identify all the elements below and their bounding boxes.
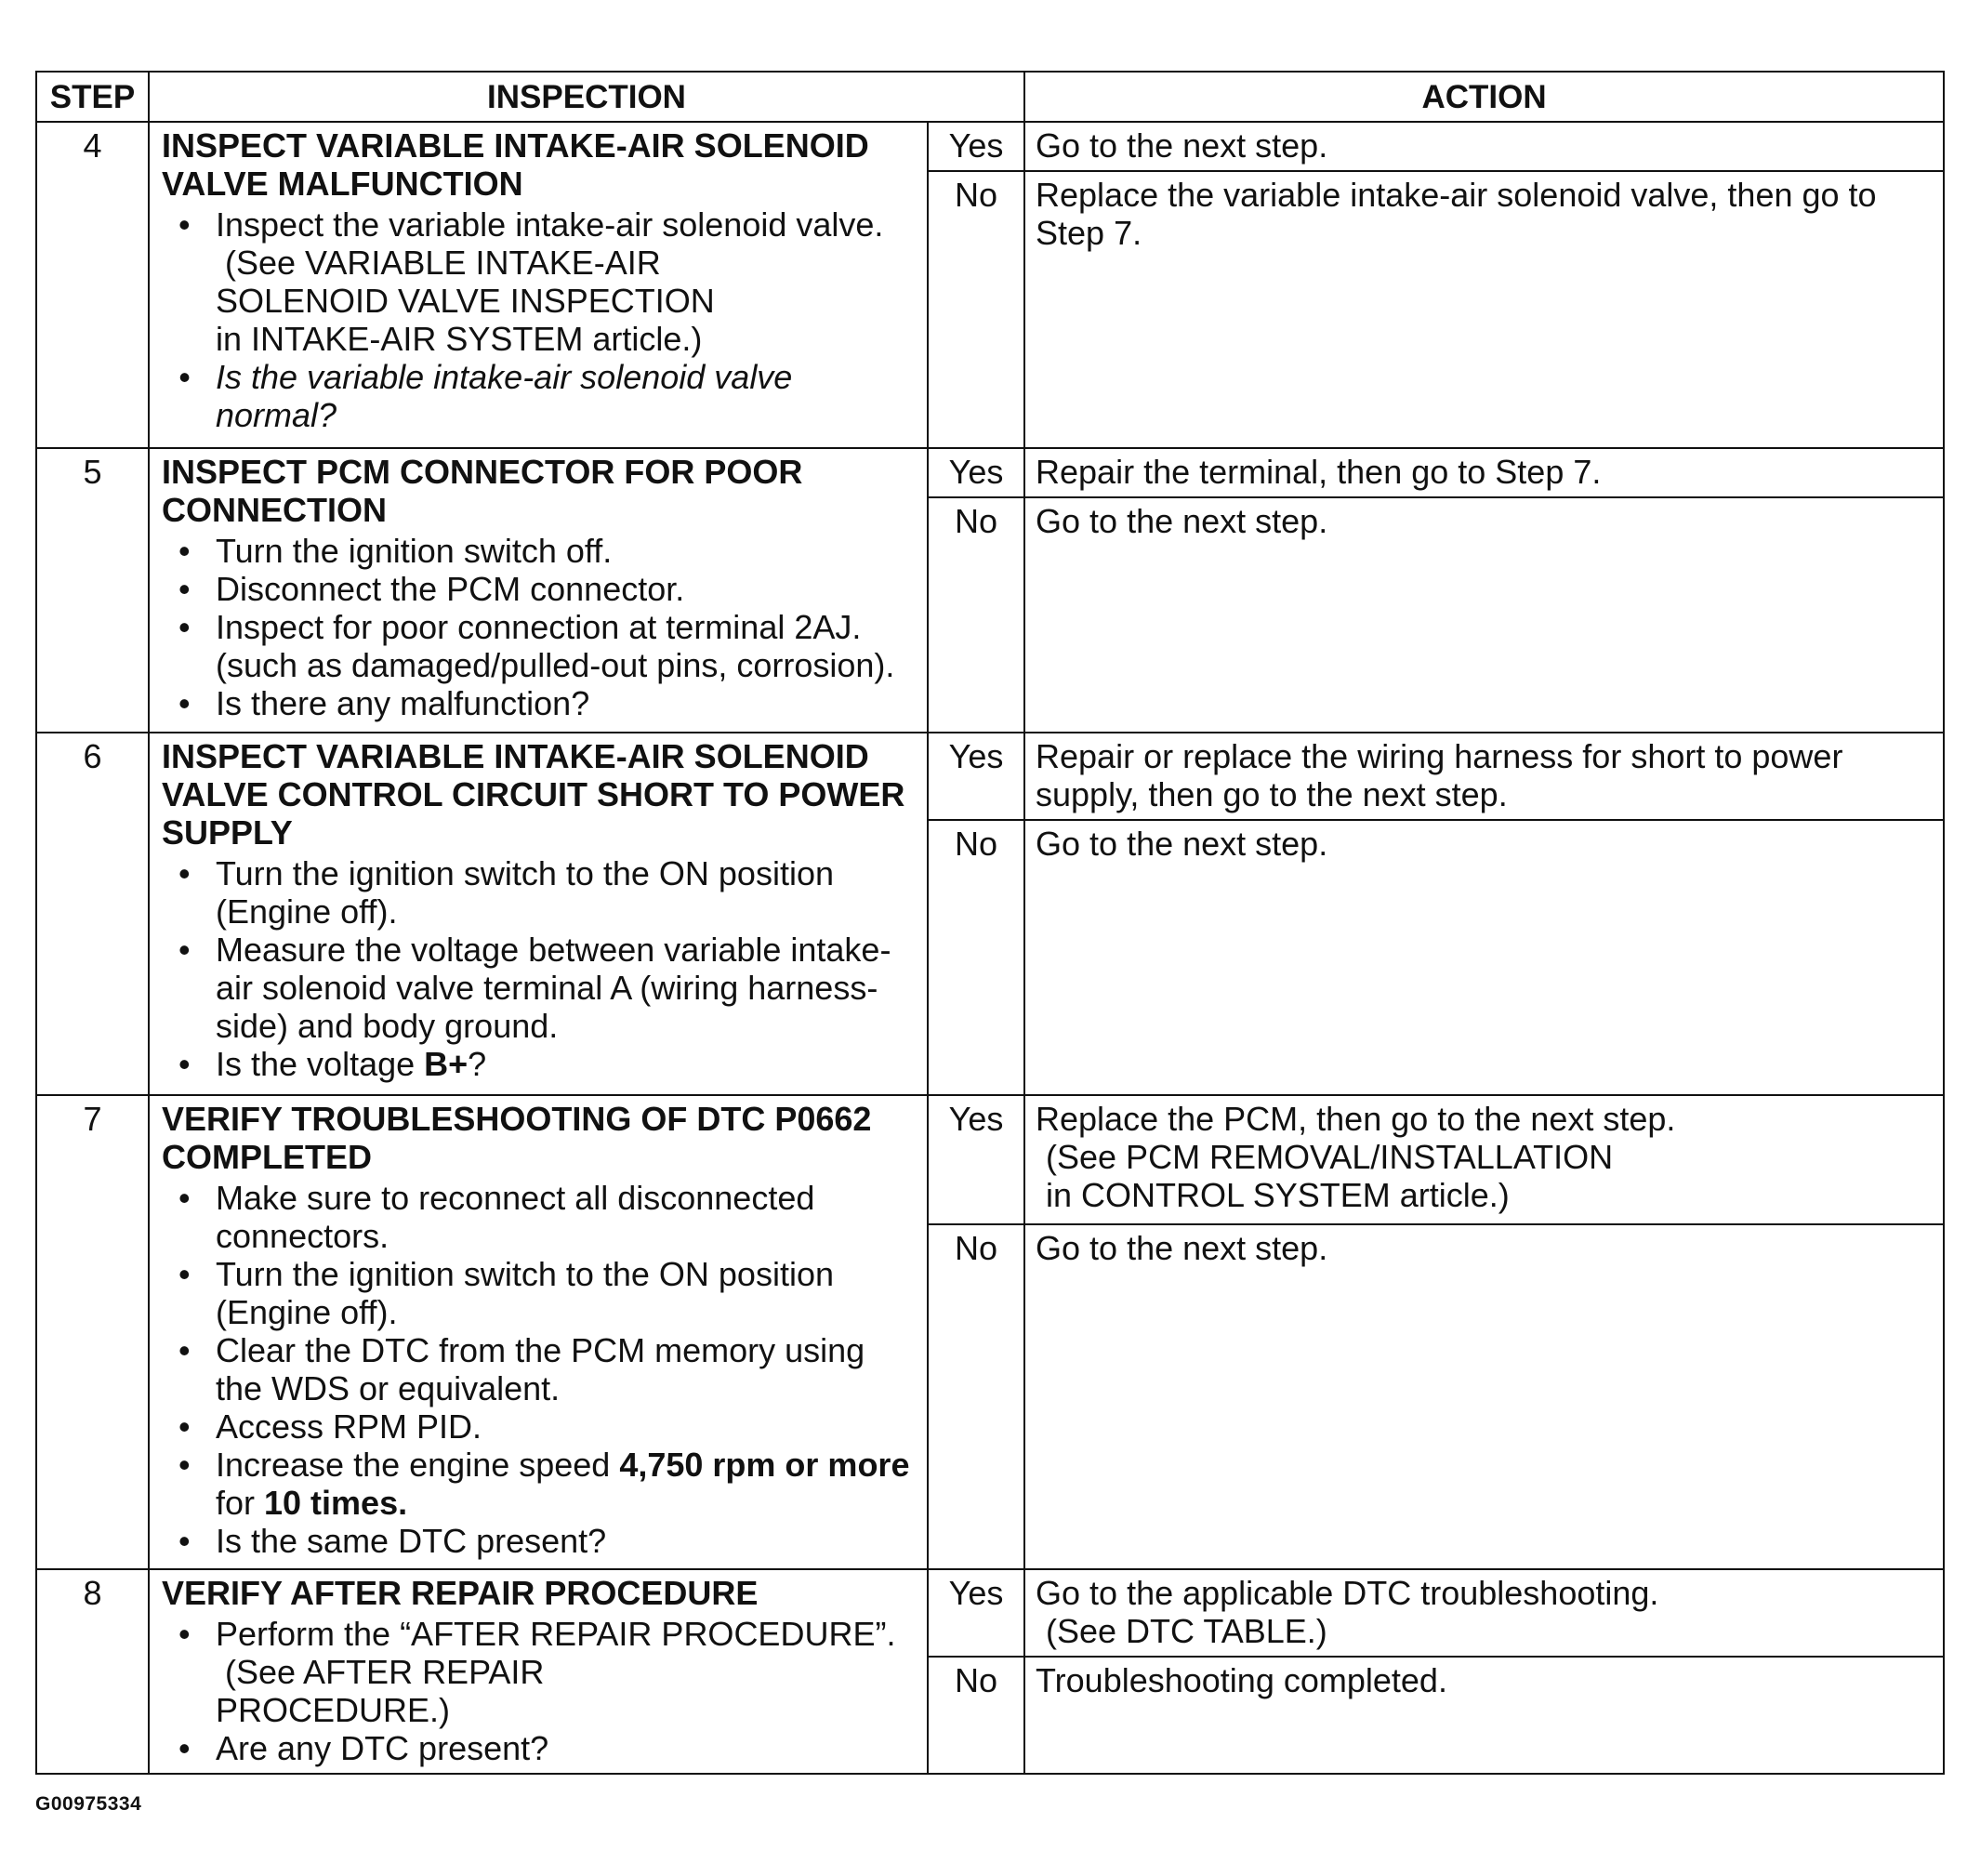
inspection-title: INSPECT PCM CONNECTOR FOR POOR CONNECTION bbox=[162, 452, 803, 529]
table-row bbox=[36, 1569, 1944, 1657]
bullet-text: SOLENOID VALVE INSPECTION bbox=[216, 282, 715, 321]
table-row bbox=[36, 1095, 1944, 1224]
yes-label: Yes bbox=[928, 1095, 1024, 1224]
list-item: • Inspect for poor connection at terminal 2AJ. (such as damaged/pulled-out pins, corrosion). bbox=[216, 608, 916, 684]
inspection-cell bbox=[149, 1095, 928, 1569]
list-item: • Is there any malfunction? bbox=[216, 684, 916, 722]
list-item: • Make sure to reconnect all disconnected connectors. bbox=[216, 1179, 916, 1255]
action-header: ACTION bbox=[1024, 72, 1944, 122]
bullet-bold: B+ bbox=[424, 1045, 469, 1084]
action-text: in CONTROL SYSTEM article.) bbox=[1046, 1175, 1510, 1214]
inspection-cell bbox=[149, 448, 928, 733]
figure-code: G00975334 bbox=[35, 1793, 142, 1815]
action-text: Replace the PCM, then go to the next step. bbox=[1036, 1099, 1676, 1138]
no-action: Replace the variable intake-air solenoid valve, then go to Step 7. bbox=[1024, 171, 1944, 447]
yes-label: Yes bbox=[928, 733, 1024, 820]
list-item: • Disconnect the PCM connector. bbox=[216, 570, 916, 608]
list-item bbox=[216, 1045, 916, 1083]
list-item bbox=[216, 1615, 916, 1729]
bullet-text: Increase the engine speed bbox=[216, 1445, 620, 1484]
action-text: Go to the applicable DTC troubleshooting. bbox=[1036, 1573, 1659, 1612]
list-item: • Is the variable intake-air solenoid valve normal? bbox=[216, 358, 916, 434]
inspection-list bbox=[162, 1615, 916, 1767]
bullet-text: Inspect the variable intake-air solenoid valve. bbox=[216, 205, 884, 244]
yes-action bbox=[1024, 1095, 1944, 1224]
no-action: Go to the next step. bbox=[1024, 497, 1944, 733]
inspection-header: INSPECTION bbox=[149, 72, 1024, 122]
no-label: No bbox=[928, 497, 1024, 733]
bullet-text: Is the voltage bbox=[216, 1045, 425, 1084]
no-label: No bbox=[928, 820, 1024, 1094]
bullet-text: (See AFTER REPAIR bbox=[225, 1652, 545, 1691]
bullet-text: in INTAKE-AIR SYSTEM article.) bbox=[216, 320, 703, 359]
no-label: No bbox=[928, 1224, 1024, 1569]
list-item: • Turn the ignition switch off. bbox=[216, 532, 916, 570]
bullet-bold: 4,750 rpm or more bbox=[619, 1445, 910, 1484]
yes-action: Repair the terminal, then go to Step 7. bbox=[1024, 448, 1944, 497]
no-action: Troubleshooting completed. bbox=[1024, 1657, 1944, 1774]
inspection-list bbox=[162, 532, 916, 722]
table-row bbox=[36, 122, 1944, 171]
bullet-bold: 10 times. bbox=[264, 1483, 408, 1522]
inspection-title: INSPECT VARIABLE INTAKE-AIR SOLENOID VALVE MALFUNCTION bbox=[162, 126, 869, 204]
bullet-text: for bbox=[216, 1483, 265, 1522]
yes-label: Yes bbox=[928, 448, 1024, 497]
action-text: (See DTC TABLE.) bbox=[1046, 1611, 1327, 1650]
table-row bbox=[36, 733, 1944, 820]
yes-label: Yes bbox=[928, 122, 1024, 171]
list-item: • Access RPM PID. bbox=[216, 1407, 916, 1446]
list-item: • Are any DTC present? bbox=[216, 1729, 916, 1767]
inspection-list bbox=[162, 1179, 916, 1560]
step-number: 7 bbox=[36, 1095, 149, 1569]
inspection-cell bbox=[149, 733, 928, 1095]
list-item: • Clear the DTC from the PCM memory using the WDS or equivalent. bbox=[216, 1331, 916, 1407]
list-item: • Measure the voltage between variable intake-air solenoid valve terminal A (wiring harness-side) and body ground. bbox=[216, 931, 916, 1045]
inspection-cell bbox=[149, 122, 928, 448]
step-number: 8 bbox=[36, 1569, 149, 1774]
list-item bbox=[216, 1446, 916, 1522]
bullet-text: (See VARIABLE INTAKE-AIR bbox=[225, 244, 661, 283]
bullet-text: PROCEDURE.) bbox=[216, 1690, 451, 1729]
inspection-cell bbox=[149, 1569, 928, 1774]
no-label: No bbox=[928, 171, 1024, 447]
inspection-title: INSPECT VARIABLE INTAKE-AIR SOLENOID VALVE CONTROL CIRCUIT SHORT TO POWER SUPPLY bbox=[162, 737, 905, 852]
yes-action: Repair or replace the wiring harness for short to power supply, then go to the next step. bbox=[1024, 733, 1944, 820]
no-action: Go to the next step. bbox=[1024, 1224, 1944, 1569]
inspection-list bbox=[162, 205, 916, 434]
no-label: No bbox=[928, 1657, 1024, 1774]
diagnostic-table bbox=[35, 71, 1945, 1775]
yes-label: Yes bbox=[928, 1569, 1024, 1657]
inspection-title: VERIFY TROUBLESHOOTING OF DTC P0662 COMPLETED bbox=[162, 1099, 872, 1176]
step-number: 5 bbox=[36, 448, 149, 733]
list-item bbox=[216, 205, 916, 358]
inspection-list bbox=[162, 854, 916, 1083]
step-number: 4 bbox=[36, 122, 149, 448]
header-row bbox=[36, 72, 1944, 122]
bullet-text: Perform the “AFTER REPAIR PROCEDURE”. bbox=[216, 1614, 896, 1653]
list-item: • Is the same DTC present? bbox=[216, 1522, 916, 1560]
no-action: Go to the next step. bbox=[1024, 820, 1944, 1094]
table-row bbox=[36, 448, 1944, 497]
list-item: • Turn the ignition switch to the ON position (Engine off). bbox=[216, 854, 916, 931]
step-number: 6 bbox=[36, 733, 149, 1095]
step-header: STEP bbox=[36, 72, 149, 122]
inspection-title: VERIFY AFTER REPAIR PROCEDURE bbox=[162, 1573, 759, 1612]
bullet-text: ? bbox=[468, 1045, 487, 1084]
yes-action bbox=[1024, 1569, 1944, 1657]
list-item: • Turn the ignition switch to the ON position (Engine off). bbox=[216, 1255, 916, 1331]
yes-action: Go to the next step. bbox=[1024, 122, 1944, 171]
action-text: (See PCM REMOVAL/INSTALLATION bbox=[1046, 1137, 1614, 1176]
